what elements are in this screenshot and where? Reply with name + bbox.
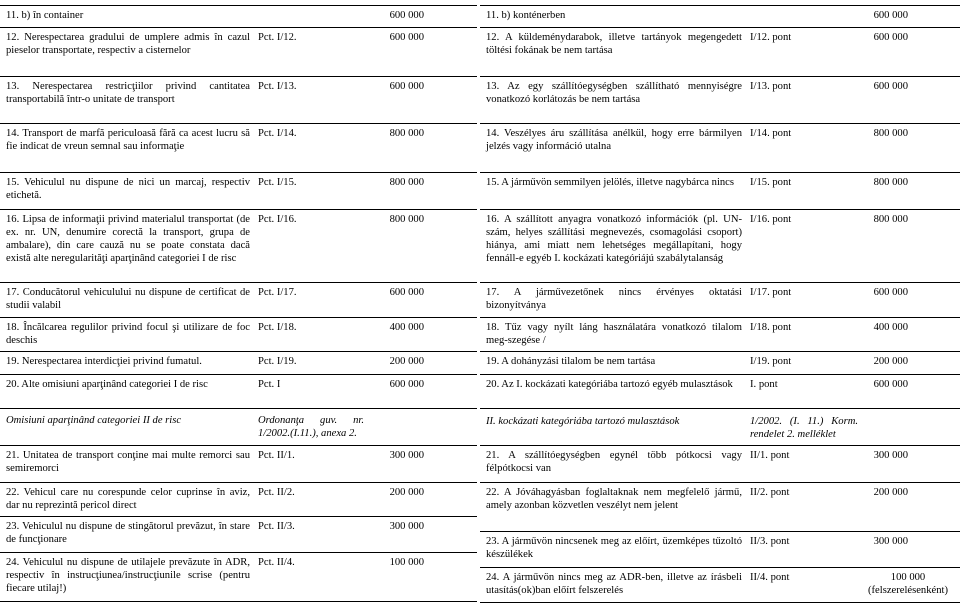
row-amount: 800 000: [873, 128, 908, 139]
row-description: 22. Vehicul care nu corespunde celor cuprinse în aviz, dar nu reprezintă pericol direct: [6, 487, 250, 511]
row-amount: 300 000: [873, 536, 908, 547]
row-reference: II/1. pont: [750, 450, 790, 461]
section-reference: Ordonanţa guv. nr. 1/2002.(I.11.), anexa 2.: [258, 415, 364, 439]
table-row: [480, 27, 960, 72]
row-description: 17. Conducătorul vehiculului nu dispune de certificat de studii valabil: [6, 287, 250, 311]
table-row: [0, 5, 477, 26]
table-row: [480, 445, 960, 482]
row-description: 20. Alte omisiuni aparţinând categoriei I de risc: [6, 379, 208, 390]
row-description: 12. A küldeménydarabok, illetve tartányok megengedett töltési fokának be nem tartása: [486, 32, 742, 56]
row-description: 18. Tűz vagy nyílt láng használatára vonatkozó tilalom meg-szegése /: [486, 322, 742, 346]
section-reference: 1/2002. (I. 11.) Korm. rendelet 2. melléklet: [750, 416, 858, 440]
row-label: 11. b) în container: [6, 10, 84, 21]
row-reference: Pct. I/18.: [258, 322, 297, 333]
section-header: [0, 408, 477, 445]
row-reference: II/4. pont: [750, 572, 790, 583]
row-reference: I. pont: [750, 379, 778, 390]
romanian-column: [0, 0, 477, 603]
row-description: 23. Vehiculul nu dispune de stingătorul prevăzut, în stare de funcţionare: [6, 521, 250, 545]
row-reference: I/16. pont: [750, 214, 792, 225]
table-row: [0, 552, 477, 602]
row-description: 13. Nerespectarea restricţiilor privind cantitatea transportabilă într-o unitate de transport: [6, 81, 250, 105]
row-amount: 200 000: [389, 487, 424, 498]
section-title: Omisiuni aparţinând categoriei II de risc: [6, 415, 182, 426]
row-description: 16. A szállított anyagra vonatkozó információk (pl. UN-szám, helyes szállítási megnevezés, csomagolási csoport) hiánya, ami miatt nem lehetséges megállapítani, hogy fennáll-e egyéb I. kockázati kategóriájú szabálytalanság: [486, 214, 742, 264]
row-description: 24. Vehiculul nu dispune de utilajele prevăzute în ADR, respectiv în instrucţiunea/instrucţiunile scrise (pentru fiecare utilaj!): [6, 557, 250, 594]
table-row: [0, 172, 477, 209]
row-description: 16. Lipsa de informaţii privind materialul transportat (de ex. nr. UN, denumire corectă la transport, grupa de ambalare), din care cauză nu se poate constata dacă există alte neregularităţi aparţinând categoriei I de risc: [6, 214, 250, 264]
row-amount: 600 000: [389, 287, 424, 298]
table-row: [480, 482, 960, 531]
table-row: [0, 516, 477, 553]
row-description: 24. A járművön nincs meg az ADR-ben, illetve az írásbeli utasítás(ok)ban előírt felszerelés: [486, 572, 742, 596]
row-amount: 600 000: [873, 81, 908, 92]
row-amount: 600 000: [389, 32, 424, 43]
row-description: 14. Veszélyes áru szállítása anélkül, hogy erre bármilyen jelzés vagy információ utalna: [486, 128, 742, 152]
section-header: [480, 408, 960, 445]
row-description: 15. A járművön semmilyen jelölés, illetve nagybárca nincs: [486, 177, 735, 188]
row-reference: Pct. I/19.: [258, 356, 297, 367]
row-reference: I/12. pont: [750, 32, 792, 43]
table-row: [0, 76, 477, 113]
table-row: [0, 123, 477, 168]
row-description: 19. Nerespectarea interdicţiei privind fumatul.: [6, 356, 202, 367]
row-amount: 100 000: [389, 557, 424, 568]
row-description: 17. A járművezetőnek nincs érvényes oktatási bizonyítványa: [486, 287, 742, 311]
row-amount: 100 000 (felszerelésenként): [868, 572, 948, 596]
row-reference: Pct. I/12.: [258, 32, 297, 43]
table-row: [0, 351, 477, 374]
row-description: 13. Az egy szállítóegységben szállítható mennyiségre vonatkozó korlátozás be nem tartása: [486, 81, 742, 105]
row-reference: Pct. I: [258, 379, 281, 390]
row-description: 20. Az I. kockázati kategóriába tartozó egyéb mulasztások: [486, 379, 733, 390]
table-row: [0, 282, 477, 317]
table-row: [480, 351, 960, 374]
row-description: 21. Unitatea de transport conţine mai multe remorci sau semiremorci: [6, 450, 250, 474]
row-reference: Pct. II/3.: [258, 521, 295, 532]
row-reference: Pct. II/4.: [258, 557, 295, 568]
row-description: 18. Încălcarea regulilor privind focul şi utilizare de foc deschis: [6, 322, 250, 346]
hungarian-column: [480, 0, 960, 603]
table-row: [0, 209, 477, 282]
row-amount: 300 000: [389, 521, 424, 532]
row-description: 14. Transport de marfă periculoasă fără ca acest lucru să fie indicat de vreun semnal sau informaţie: [6, 128, 250, 152]
table-row: [480, 76, 960, 123]
section-title: II. kockázati kategóriába tartozó mulasztások: [486, 416, 680, 427]
row-description: 21. A szállítóegységben egynél több pótkocsi vagy félpótkocsi van: [486, 450, 742, 474]
table-row: [0, 317, 477, 352]
row-reference: I/19. pont: [750, 356, 792, 367]
row-amount: 800 000: [873, 214, 908, 225]
row-reference: I/13. pont: [750, 81, 792, 92]
table-row: [480, 374, 960, 409]
row-reference: Pct. I/15.: [258, 177, 297, 188]
table-row: [0, 374, 477, 397]
row-reference: Pct. I/16.: [258, 214, 297, 225]
row-description: 15. Vehiculul nu dispune de nici un marcaj, respectiv etichetă.: [6, 177, 250, 201]
row-amount: 200 000: [389, 356, 424, 367]
table-row: [480, 282, 960, 317]
row-amount: 800 000: [389, 128, 424, 139]
row-amount: 600 000: [389, 81, 424, 92]
row-amount: 300 000: [873, 450, 908, 461]
row-reference: Pct. I/14.: [258, 128, 297, 139]
row-label: 11. b) konténerben: [486, 10, 566, 21]
row-amount: 600 000: [873, 287, 908, 298]
table-row: [480, 531, 960, 568]
row-amount: 200 000: [873, 487, 908, 498]
row-amount: 800 000: [389, 177, 424, 188]
row-amount: 600 000: [873, 32, 908, 43]
table-row: [480, 209, 960, 282]
row-reference: I/18. pont: [750, 322, 792, 333]
row-reference: Pct. I/13.: [258, 81, 297, 92]
row-reference: I/14. pont: [750, 128, 792, 139]
row-reference: Pct. II/2.: [258, 487, 295, 498]
row-description: 23. A járművön nincsenek meg az előírt, üzemképes tűzoltó készülékek: [486, 536, 742, 560]
table-row: [0, 445, 477, 482]
row-amount: 600 000: [873, 379, 908, 390]
table-row: [480, 317, 960, 352]
row-reference: II/3. pont: [750, 536, 790, 547]
row-amount: 400 000: [389, 322, 424, 333]
row-reference: I/15. pont: [750, 177, 792, 188]
table-row: [480, 567, 960, 603]
row-amount: 600 000: [873, 10, 908, 21]
row-amount: 800 000: [389, 214, 424, 225]
row-reference: II/2. pont: [750, 487, 790, 498]
table-row: [480, 172, 960, 209]
row-description: 12. Nerespectarea gradului de umplere admis în cazul pieselor transportate, respectiv a cisternelor: [6, 32, 250, 56]
row-amount: 200 000: [873, 356, 908, 367]
row-reference: Pct. II/1.: [258, 450, 295, 461]
row-description: 22. A Jóváhagyásban foglaltaknak nem megfelelő jármű, amely azonban közvetlen veszélyt nem jelent: [486, 487, 742, 511]
row-amount: 800 000: [873, 177, 908, 188]
row-amount: 300 000: [389, 450, 424, 461]
row-amount: 400 000: [873, 322, 908, 333]
table-row: [480, 5, 960, 26]
table-row: [0, 27, 477, 72]
row-description: 19. A dohányzási tilalom be nem tartása: [486, 356, 656, 367]
table-row: [0, 482, 477, 519]
table-row: [480, 123, 960, 168]
row-amount: 600 000: [389, 10, 424, 21]
row-amount: 600 000: [389, 379, 424, 390]
row-reference: I/17. pont: [750, 287, 792, 298]
row-reference: Pct. I/17.: [258, 287, 297, 298]
